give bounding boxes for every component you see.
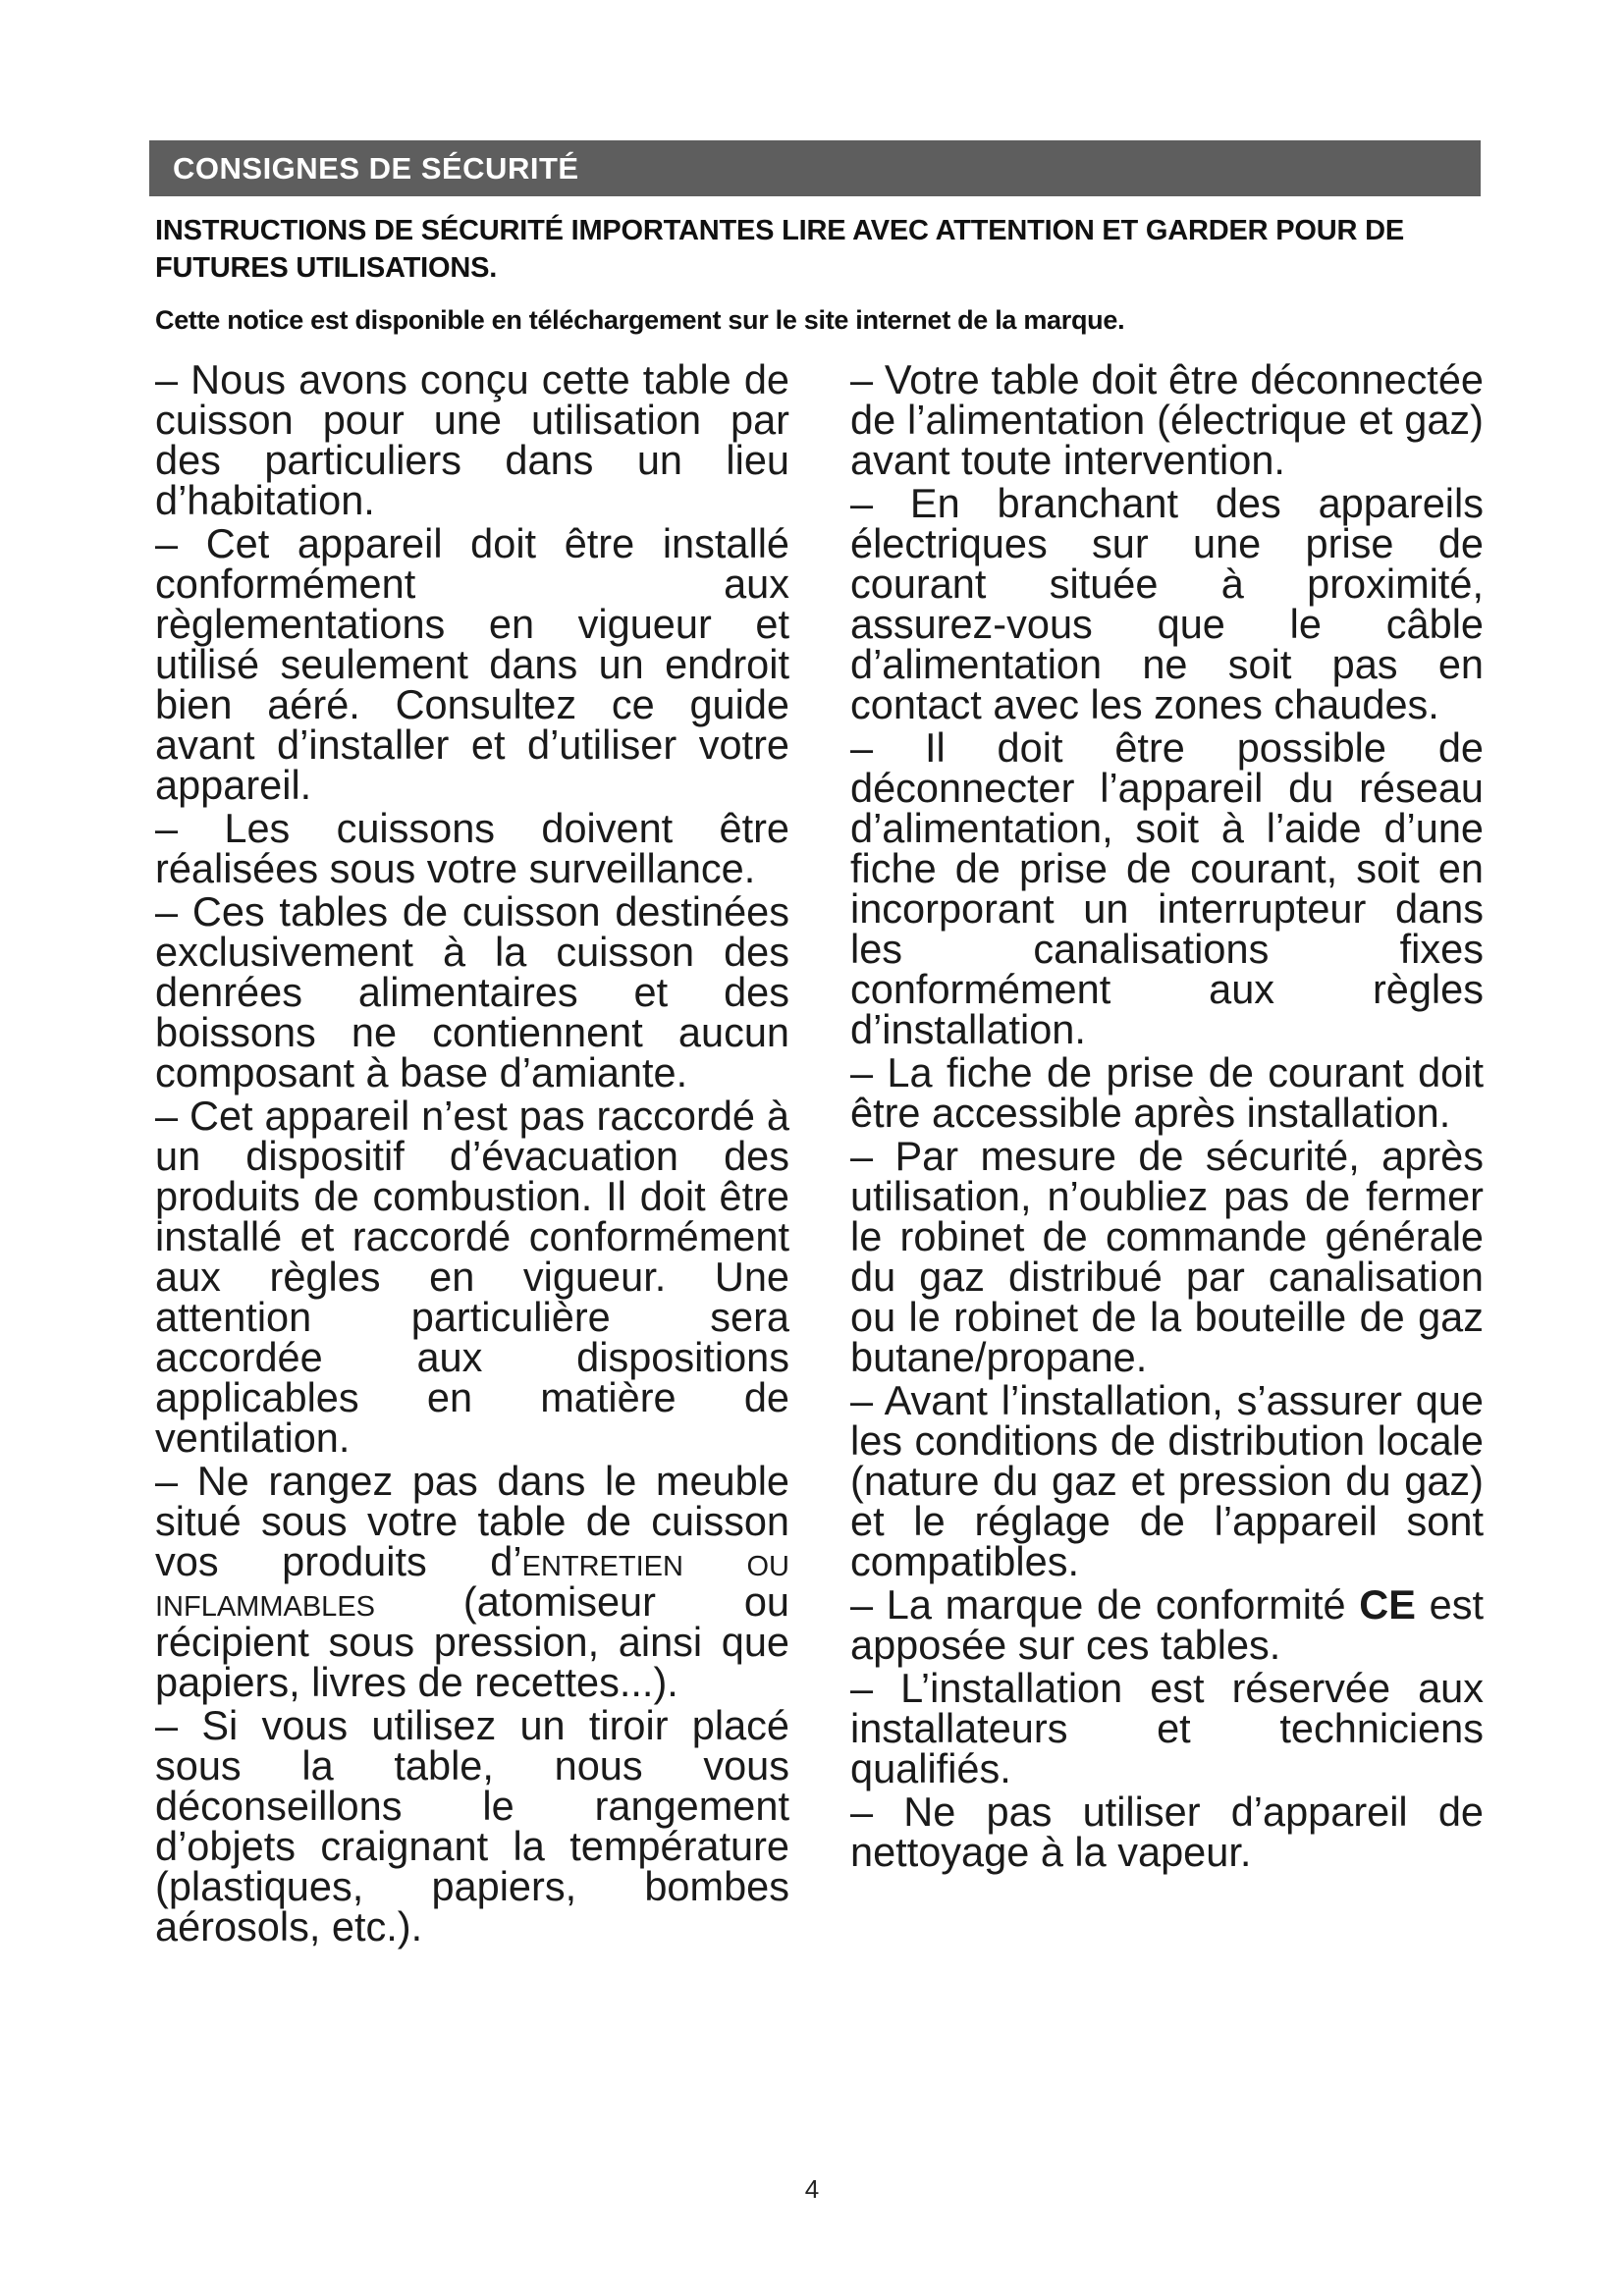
important-instructions: INSTRUCTIONS DE SÉCURITÉ IMPORTANTES LIRE AVEC ATTENTION ET GARDER POUR DE FUTURES UTILISATIONS. xyxy=(155,215,1404,284)
safety-paragraph-disconnect: – Votre table doit être déconnectée de l’alimentation (électrique et gaz) avant toute intervention. xyxy=(850,356,1484,483)
storage-text-end: (atomiseur ou récipient sous pression, ainsi que papiers, livres de recettes...). xyxy=(155,1578,789,1705)
download-notice: Cette notice est disponible en téléchargement sur le site internet de la marque. xyxy=(155,305,1125,335)
section-title: CONSIGNES DE SÉCURITÉ xyxy=(173,150,579,186)
safety-paragraph-storage xyxy=(155,1458,789,1705)
section-banner xyxy=(149,140,1481,196)
right-column xyxy=(850,356,1484,1875)
safety-paragraph-steam: – Ne pas utiliser d’appareil de nettoyage à la vapeur. xyxy=(850,1789,1484,1875)
safety-paragraph-gas-valve: – Par mesure de sécurité, après utilisation, n’oubliez pas de fermer le robinet de commande générale du gaz distribué par canalisation ou le robinet de la bouteille de gaz butane/propane. xyxy=(850,1133,1484,1380)
ce-text-end: est apposée sur ces tables. xyxy=(850,1581,1484,1668)
safety-paragraph-ce-mark xyxy=(850,1581,1484,1668)
storage-text-smallcaps: entretien ou inflammables xyxy=(155,1538,789,1625)
safety-paragraph-installation: – Cet appareil doit être installé conformément aux règlementations en vigueur et utilisé seulement dans un endroit bien aéré. Consultez ce guide avant d’installer et d’utiliser votre appareil. xyxy=(155,520,789,808)
safety-paragraph-ventilation: – Cet appareil n’est pas raccordé à un dispositif d’évacuation des produits de combustion. Il doit être installé et raccordé conformément aux règles en vigueur. Une attention particulière sera accordée aux dispositions applicables en matière de ventilation. xyxy=(155,1093,789,1461)
left-column xyxy=(155,356,789,1949)
ce-text-start: – La marque de conformité xyxy=(850,1581,1360,1628)
safety-paragraph-drawer: – Si vous utilisez un tiroir placé sous la table, nous vous déconseillons le rangement d’objets craignant la température (plastiques, papiers, bombes aérosols, etc.). xyxy=(155,1702,789,1949)
safety-paragraph-asbestos: – Ces tables de cuisson destinées exclusivement à la cuisson des denrées alimentaires et des boissons ne contiennent aucun composant à base d’amiante. xyxy=(155,888,789,1095)
safety-paragraph-installers: – L’installation est réservée aux installateurs et techniciens qualifiés. xyxy=(850,1665,1484,1791)
safety-paragraph-cables: – En branchant des appareils électriques sur une prise de courant située à proximité, assurez-vous que le câble d’alimentation ne soit pas en contact avec les zones chaudes. xyxy=(850,480,1484,727)
safety-paragraph-plug-access: – La fiche de prise de courant doit être accessible après installation. xyxy=(850,1049,1484,1136)
safety-paragraph-usage: – Nous avons conçu cette table de cuisson pour une utilisation par des particuliers dans un lieu d’habitation. xyxy=(155,356,789,523)
page-number: 4 xyxy=(804,2174,820,2204)
ce-mark: CE xyxy=(1359,1581,1416,1628)
storage-text-start: – Ne rangez pas dans le meuble situé sous votre table de cuisson vos produits d’ xyxy=(155,1458,789,1584)
safety-paragraph-isolation: – Il doit être possible de déconnecter l’appareil du réseau d’alimentation, soit à l’aide d’une fiche de prise de courant, soit en incorporant un interrupteur dans les canalisations fixes conformément aux règles d’installation. xyxy=(850,724,1484,1052)
safety-paragraph-supervision: – Les cuissons doivent être réalisées sous votre surveillance. xyxy=(155,805,789,891)
safety-paragraph-compatibility: – Avant l’installation, s’assurer que les conditions de distribution locale (nature du gaz et pression du gaz) et le réglage de l’appareil sont compatibles. xyxy=(850,1377,1484,1584)
